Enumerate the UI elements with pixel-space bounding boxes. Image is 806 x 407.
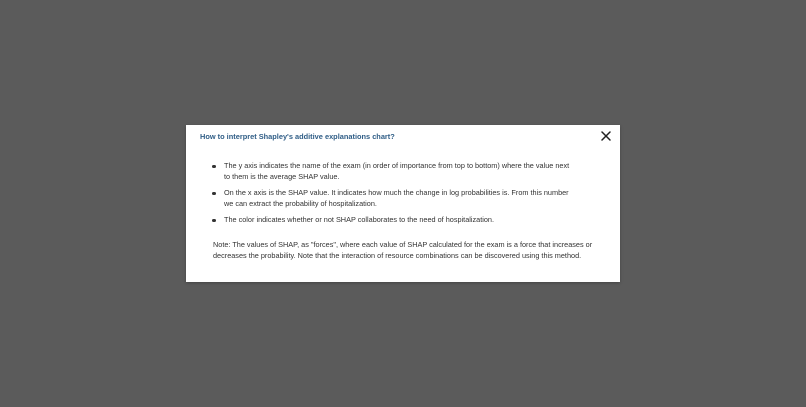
- dialog-title: How to interpret Shapley's additive explanations chart?: [200, 132, 395, 141]
- bullet-icon: [212, 192, 216, 196]
- list-item: [210, 188, 570, 209]
- close-icon: [601, 131, 611, 141]
- list-item: [210, 215, 570, 226]
- list-item-text: The color indicates whether or not SHAP collaborates to the need of hospitalization.: [224, 215, 495, 224]
- explanation-list: [210, 161, 570, 232]
- bullet-icon: [212, 165, 216, 169]
- note-text: Note: The values of SHAP, as "forces", where each value of SHAP calculated for the exam is a force that increases or decreases the probability. Note that the interaction of resource combinations can be discovered using this method.: [213, 240, 593, 260]
- bullet-icon: [212, 219, 216, 223]
- list-item-text: The y axis indicates the name of the exam (in order of importance from top to bottom) where the value next to them is the average SHAP value.: [224, 161, 570, 181]
- list-item: [210, 161, 570, 182]
- help-dialog: [186, 125, 620, 282]
- list-item-text: On the x axis is the SHAP value. It indicates how much the change in log probabilities is. From this number we can extract the probability of hospitalization.: [224, 188, 569, 208]
- close-button[interactable]: [599, 129, 613, 143]
